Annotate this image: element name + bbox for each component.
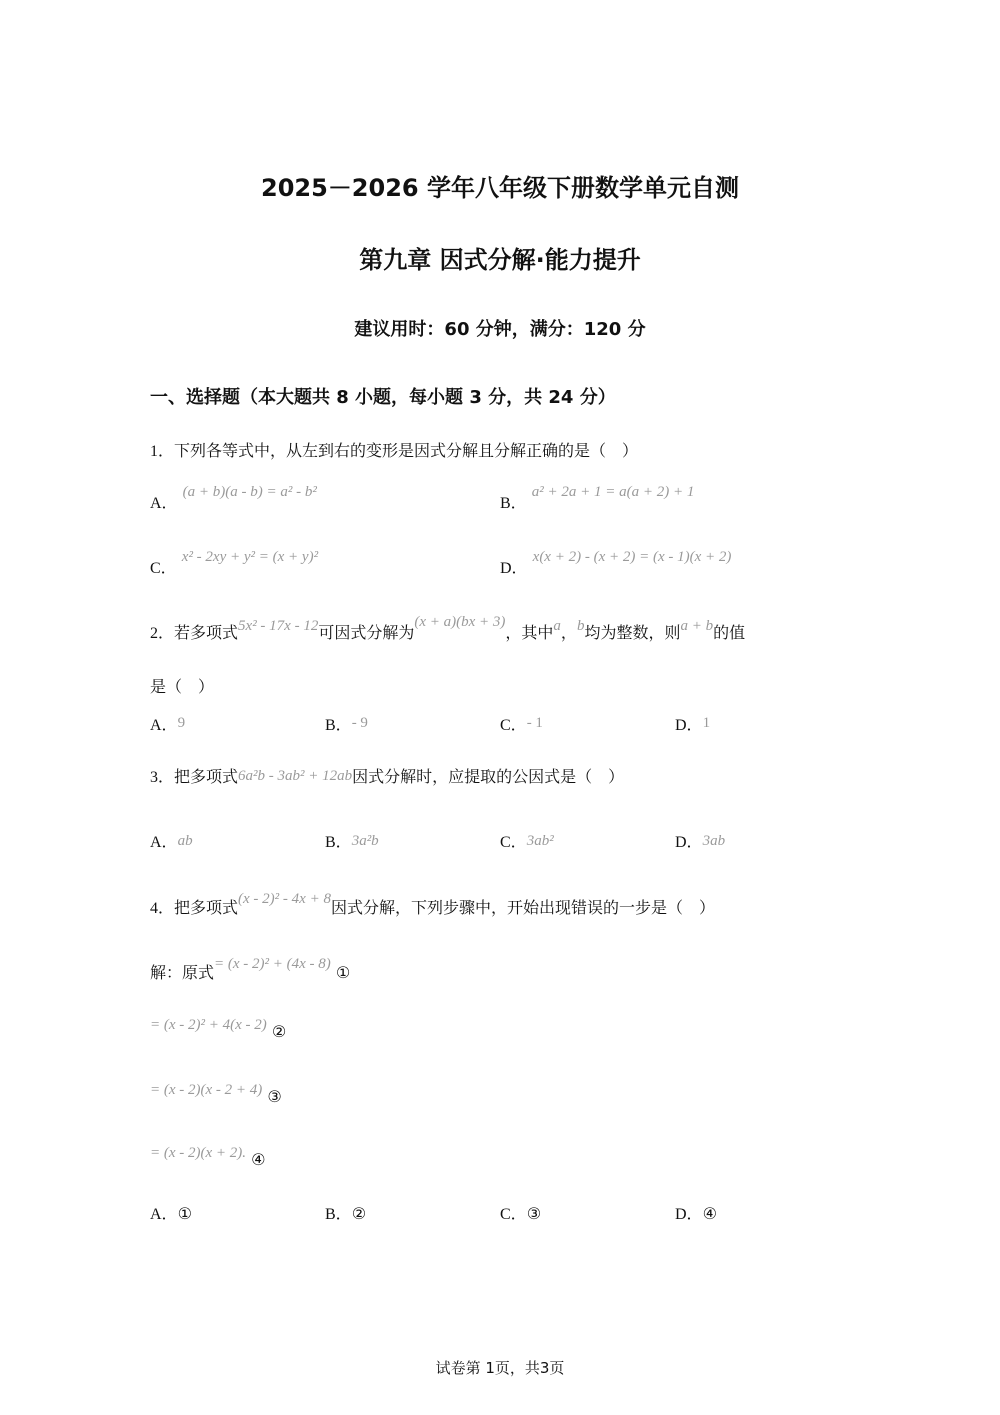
option-expression: ③ [526, 1204, 542, 1223]
option-expression: (a + b)(a - b) = a² - b² [182, 484, 317, 500]
step-marker: ① [335, 963, 351, 982]
option-expression: 3a²b [351, 833, 379, 849]
step-expression: = (x - 2)² + 4(x - 2) [150, 1017, 267, 1033]
option-label: A． [150, 834, 178, 851]
section-heading: 一、选择题（本大题共 8 小题，每小题 3 分，共 24 分） [150, 387, 616, 408]
solution-step-4 [150, 1145, 266, 1170]
option-expression: - 9 [351, 715, 368, 731]
step-marker: ④ [251, 1150, 266, 1169]
q3-option-d [675, 829, 725, 852]
solution-step-2 [150, 1017, 287, 1042]
question-number: 3． [150, 769, 175, 786]
question-4 [150, 891, 715, 918]
option-expression: x² - 2xy + y² = (x + y)² [181, 549, 319, 565]
stem-text: ， [560, 623, 577, 642]
stem-text: 因式分解时，应提取的公因式是（ ） [352, 767, 625, 786]
q1-option-c [150, 549, 319, 578]
q4-option-b [325, 1201, 366, 1224]
stem-text: 若多项式 [174, 623, 239, 642]
option-label: D． [500, 560, 528, 577]
q2-option-d [675, 712, 710, 735]
question-3 [150, 764, 624, 787]
stem-math: (x - 2)² - 4x + 8 [238, 891, 331, 907]
q4-option-d [675, 1201, 717, 1224]
stem-text: 把多项式 [174, 767, 239, 786]
q1-option-d [500, 549, 732, 578]
q1-option-b [500, 484, 695, 513]
q2-option-a [150, 712, 185, 735]
step-marker: ② [271, 1022, 287, 1041]
q4-option-c [500, 1201, 541, 1224]
option-label: B． [325, 834, 352, 851]
stem-math: (x + a)(bx + 3) [414, 614, 506, 630]
page-footer: 试卷第 1页，共3页 [435, 1359, 565, 1377]
stem-math: a + b [680, 618, 714, 634]
question-number: 1． [150, 443, 175, 460]
option-label: D． [675, 834, 703, 851]
option-label: D． [675, 1206, 703, 1223]
page-title: 2025－2026 学年八年级下册数学单元自测 [261, 174, 739, 202]
option-label: B． [500, 495, 527, 512]
step-expression: = (x - 2)(x + 2). [150, 1145, 247, 1161]
option-expression: - 1 [526, 715, 543, 731]
solution-label: 解：原式 [150, 963, 215, 982]
option-expression: 1 [702, 715, 711, 731]
option-label: B． [325, 717, 352, 734]
q2-option-c [500, 712, 543, 735]
question-number: 2． [150, 625, 175, 642]
stem-text: 因式分解，下列步骤中，开始出现错误的一步是（ ） [330, 898, 715, 917]
q4-option-a [150, 1201, 192, 1224]
option-expression: ④ [702, 1204, 717, 1223]
stem-text: ，其中 [505, 623, 554, 642]
solution-step-3 [150, 1082, 282, 1107]
q1-option-a [150, 484, 317, 513]
option-expression: ② [351, 1204, 367, 1223]
q3-option-b [325, 829, 379, 852]
stem-math: 6a²b - 3ab² + 12ab [238, 768, 353, 784]
stem-text: 把多项式 [174, 898, 239, 917]
stem-text: 均为整数，则 [584, 623, 681, 642]
stem-text: 可因式分解为 [318, 623, 415, 642]
option-expression: 9 [177, 715, 186, 731]
option-label: C． [500, 1206, 527, 1223]
question-1 [150, 438, 638, 461]
option-label: A． [150, 1206, 178, 1223]
option-label: C． [500, 834, 527, 851]
step-expression: = (x - 2)(x - 2 + 4) [150, 1082, 263, 1098]
option-expression: x(x + 2) - (x + 2) = (x - 1)(x + 2) [532, 549, 732, 565]
option-label: C． [500, 717, 527, 734]
option-label: B． [325, 1206, 352, 1223]
q3-option-c [500, 829, 554, 852]
option-expression: ab [177, 833, 193, 849]
option-label: A． [150, 495, 178, 512]
question-stem: 下列各等式中，从左到右的变形是因式分解且分解正确的是（ ） [174, 441, 639, 460]
stem-text: 的值 [713, 623, 746, 642]
question-2 [150, 614, 746, 643]
question-2-tail: 是（ ） [150, 677, 215, 696]
option-label: D． [675, 717, 703, 734]
stem-math: a [553, 618, 561, 634]
q3-option-a [150, 829, 193, 852]
option-expression: 3ab² [526, 833, 554, 849]
step-expression: = (x - 2)² + (4x - 8) [214, 956, 331, 972]
solution-step-1 [150, 956, 351, 983]
step-marker: ③ [267, 1087, 282, 1106]
option-label: C． [150, 560, 177, 577]
option-expression: a² + 2a + 1 = a(a + 2) + 1 [531, 484, 695, 500]
time-score-info: 建议用时：60 分钟，满分：120 分 [354, 319, 646, 340]
q2-option-b [325, 712, 368, 735]
option-expression: ① [177, 1204, 192, 1223]
chapter-title: 第九章 因式分解·能力提升 [359, 246, 641, 274]
option-label: A． [150, 717, 178, 734]
stem-math: 5x² - 17x - 12 [238, 618, 319, 634]
option-expression: 3ab [702, 833, 726, 849]
question-number: 4． [150, 900, 175, 917]
stem-math: b [576, 618, 585, 634]
